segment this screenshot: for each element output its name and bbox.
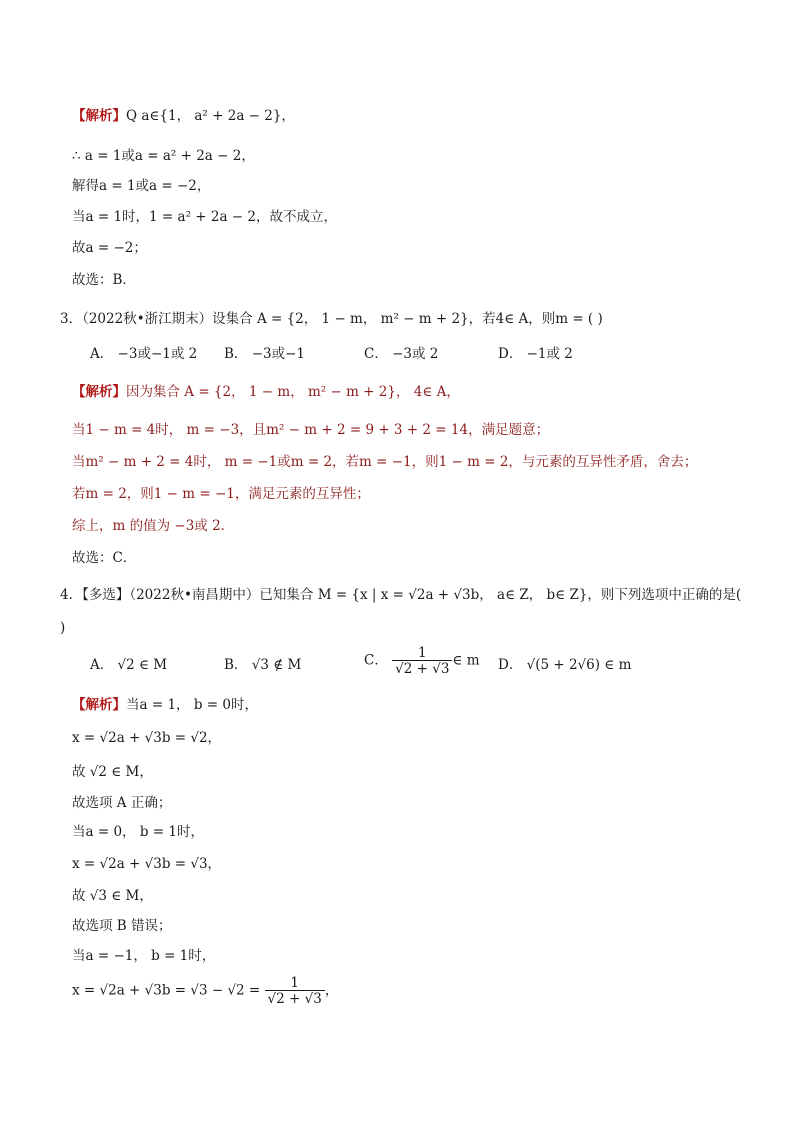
q3-analysis-line-4: 若m = 2，则1 − m = −1，满足元素的互异性； [72,486,370,502]
q3-analysis-line-5: 综上，m 的值为 −3或 2． [72,518,235,534]
q4-stem-line-1: 4．【多选】（2022秋•南昌期中）已知集合 M = {x | x = √2a + √3b， a∈ Z， b∈ Z}，则下列选项中正确的是( [60,587,742,603]
q3-analysis-line-3: 当m² − m + 2 = 4时， m = −1或m = 2，若m = −1，则1 − m = 2，与元素的互异性矛盾，舍去； [72,454,698,470]
fraction-denominator: √2 + √3 [392,660,452,676]
q3-analysis-text-1: 因为集合 A = {2， 1 − m， m² − m + 2}， 4∈ A， [126,384,460,400]
q4-analysis-line-2: x = √2a + √3b = √2， [72,730,222,746]
q4-analysis-fraction [265,976,325,1006]
q3-stem: 3．（2022秋•浙江期末）设集合 A = {2， 1 − m， m² − m + 2}，若4∈ A，则m = ( ) [60,311,603,327]
q4-analysis-line-4: 故选项 A 正确； [72,795,172,811]
q2-answer-line: 故选：B． [72,272,136,288]
q4-option-d: D． √(5 + 2√6) ∈ m [498,657,632,673]
q4-option-b: B． √3 ∉ M [224,657,302,673]
q3-option-d: D． −1或 2 [498,346,573,362]
q4-option-a: A． √2 ∈ M [90,657,168,673]
q4-analysis-line-9: 当a = −1， b = 1时， [72,948,216,964]
q4-option-c-label: C． [364,652,388,669]
q4-analysis-line-10 [72,976,338,1006]
q4-analysis-line-3: 故 √2 ∈ M， [72,764,153,780]
q4-analysis-line-7: 故 √3 ∈ M， [72,888,153,904]
q3-analysis-line-1 [72,382,460,402]
q2-analysis-line-1 [72,106,295,126]
q4-analysis-text-10-head: x = √2a + √3b = √3 − √2 = [72,982,261,999]
q4-analysis-line-5: 当a = 0， b = 1时， [72,824,204,840]
q3-answer-line: 故选：C． [72,550,137,566]
q2-analysis-line-2: ∴ a = 1或a = a² + 2a − 2， [72,148,255,164]
analysis-tag: 【解析】 [72,108,126,124]
q2-analysis-text-1: Q a∈{1， a² + 2a − 2}， [126,108,295,124]
q3-option-b: B． −3或−1 [224,346,306,362]
q2-analysis-line-4: 当a = 1时，1 = a² + 2a − 2，故不成立， [72,209,337,225]
q4-analysis-line-8: 故选项 B 错误； [72,918,172,934]
q4-analysis-text-1: 当a = 1， b = 0时， [126,697,258,713]
fraction-numerator: 1 [417,645,427,661]
fraction-numerator: 1 [290,975,299,991]
q4-option-c-tail: ∈ m [452,652,480,669]
analysis-tag: 【解析】 [72,697,126,713]
q3-analysis-line-2: 当1 − m = 4时， m = −3，且m² − m + 2 = 9 + 3 + 2 = 14，满足题意； [72,422,550,438]
fraction-denominator: √2 + √3 [265,990,325,1006]
q3-option-a: A． −3或−1或 2 [90,346,198,362]
q4-analysis-line-1 [72,695,258,715]
q3-option-c: C． −3或 2 [364,346,439,362]
q4-analysis-text-10-tail: ， [324,982,339,999]
q4-option-c [364,646,480,676]
q2-analysis-line-3: 解得a = 1或a = −2， [72,178,211,194]
q4-stem-line-2: ) [60,620,66,636]
q4-option-c-fraction [392,646,452,676]
q2-analysis-line-5: 故a = −2； [72,240,147,256]
analysis-tag: 【解析】 [72,384,126,400]
q4-analysis-line-6: x = √2a + √3b = √3， [72,856,222,872]
